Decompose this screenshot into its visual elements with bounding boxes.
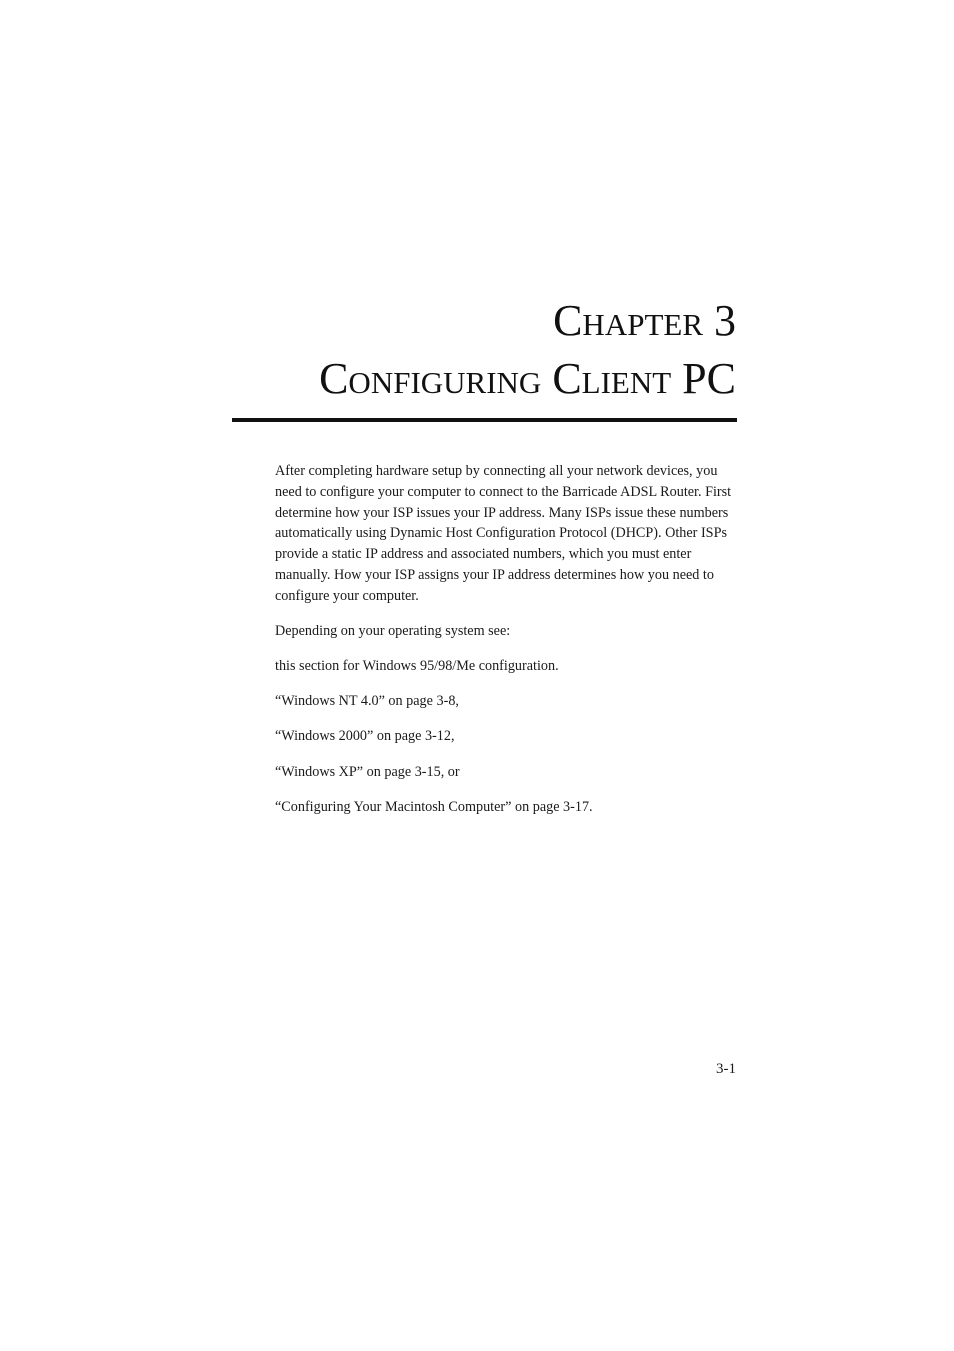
os-prompt: Depending on your operating system see: [275,622,511,639]
chapter-heading [216,292,736,408]
reference-windows-nt[interactable]: “Windows NT 4.0” on page 3-8, [275,693,459,710]
reference-windows-2000[interactable]: “Windows 2000” on page 3-12, [275,728,455,745]
reference-macintosh[interactable]: “Configuring Your Macintosh Computer” on page 3-17. [275,799,593,816]
chapter-title: Configuring Client PC [319,354,736,403]
chapter-label: Chapter 3 [553,296,736,345]
page-number: 3-1 [716,1061,736,1077]
body-content [275,461,737,832]
chapter-divider [232,418,737,422]
intro-paragraph: After completing hardware setup by connecting all your network devices, you need to configure your computer to connect to the Barricade ADSL Router. First determine how your ISP issues your IP address. Many ISPs issue these numbers automatically using Dynamic Host Configuration Protocol (DHCP). Other ISPs provide a static IP address and associated numbers, which you must enter manually. How your ISP assigns your IP address determines how you need to configure your computer. [275,463,732,604]
reference-windows-xp[interactable]: “Windows XP” on page 3-15, or [275,763,460,780]
reference-windows-9x: this section for Windows 95/98/Me configuration. [275,657,559,674]
